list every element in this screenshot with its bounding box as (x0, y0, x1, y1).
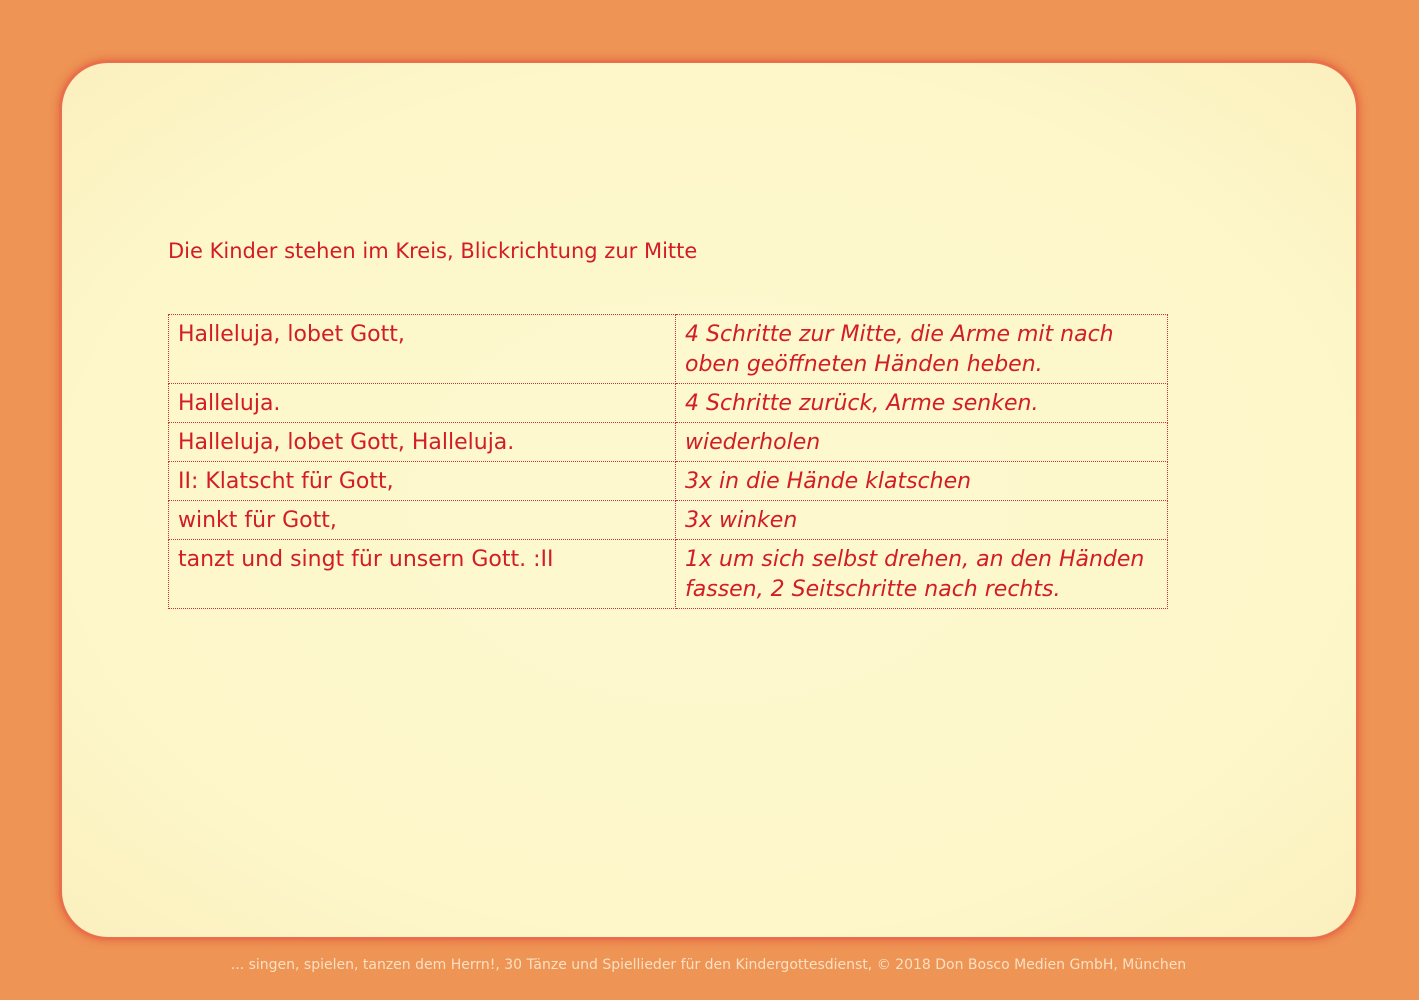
lyric-cell: winkt für Gott, (169, 501, 676, 540)
movement-cell: 1x um sich selbst drehen, an den Händen fassen, 2 Seitschritte nach rechts. (676, 540, 1168, 609)
movement-cell: 4 Schritte zurück, Arme senken. (676, 384, 1168, 423)
movement-cell: 3x in die Hände klatschen (676, 462, 1168, 501)
table-row (169, 501, 1168, 540)
table-row (169, 315, 1168, 384)
lyric-cell: Halleluja, lobet Gott, Halleluja. (169, 423, 676, 462)
intro-text: Die Kinder stehen im Kreis, Blickrichtung zur Mitte (168, 239, 698, 263)
movement-cell: 4 Schritte zur Mitte, die Arme mit nach oben geöffneten Händen heben. (676, 315, 1168, 384)
lyric-cell: tanzt und singt für unsern Gott. :II (169, 540, 676, 609)
copyright-footer (0, 957, 1419, 973)
movement-cell: 3x winken (676, 501, 1168, 540)
dance-instructions-table (168, 314, 1168, 609)
lyric-cell: Halleluja. (169, 384, 676, 423)
table-row (169, 384, 1168, 423)
movement-cell: wiederholen (676, 423, 1168, 462)
table-row (169, 540, 1168, 609)
copyright-text: ... singen, spielen, tanzen dem Herrn!, 30 Tänze und Spiellieder für den Kindergottesdienst, © 2018 Don Bosco Medien GmbH, München (230, 957, 1187, 973)
table-row (169, 462, 1168, 501)
lyric-cell: Halleluja, lobet Gott, (169, 315, 676, 384)
table-row (169, 423, 1168, 462)
lyric-cell: II: Klatscht für Gott, (169, 462, 676, 501)
